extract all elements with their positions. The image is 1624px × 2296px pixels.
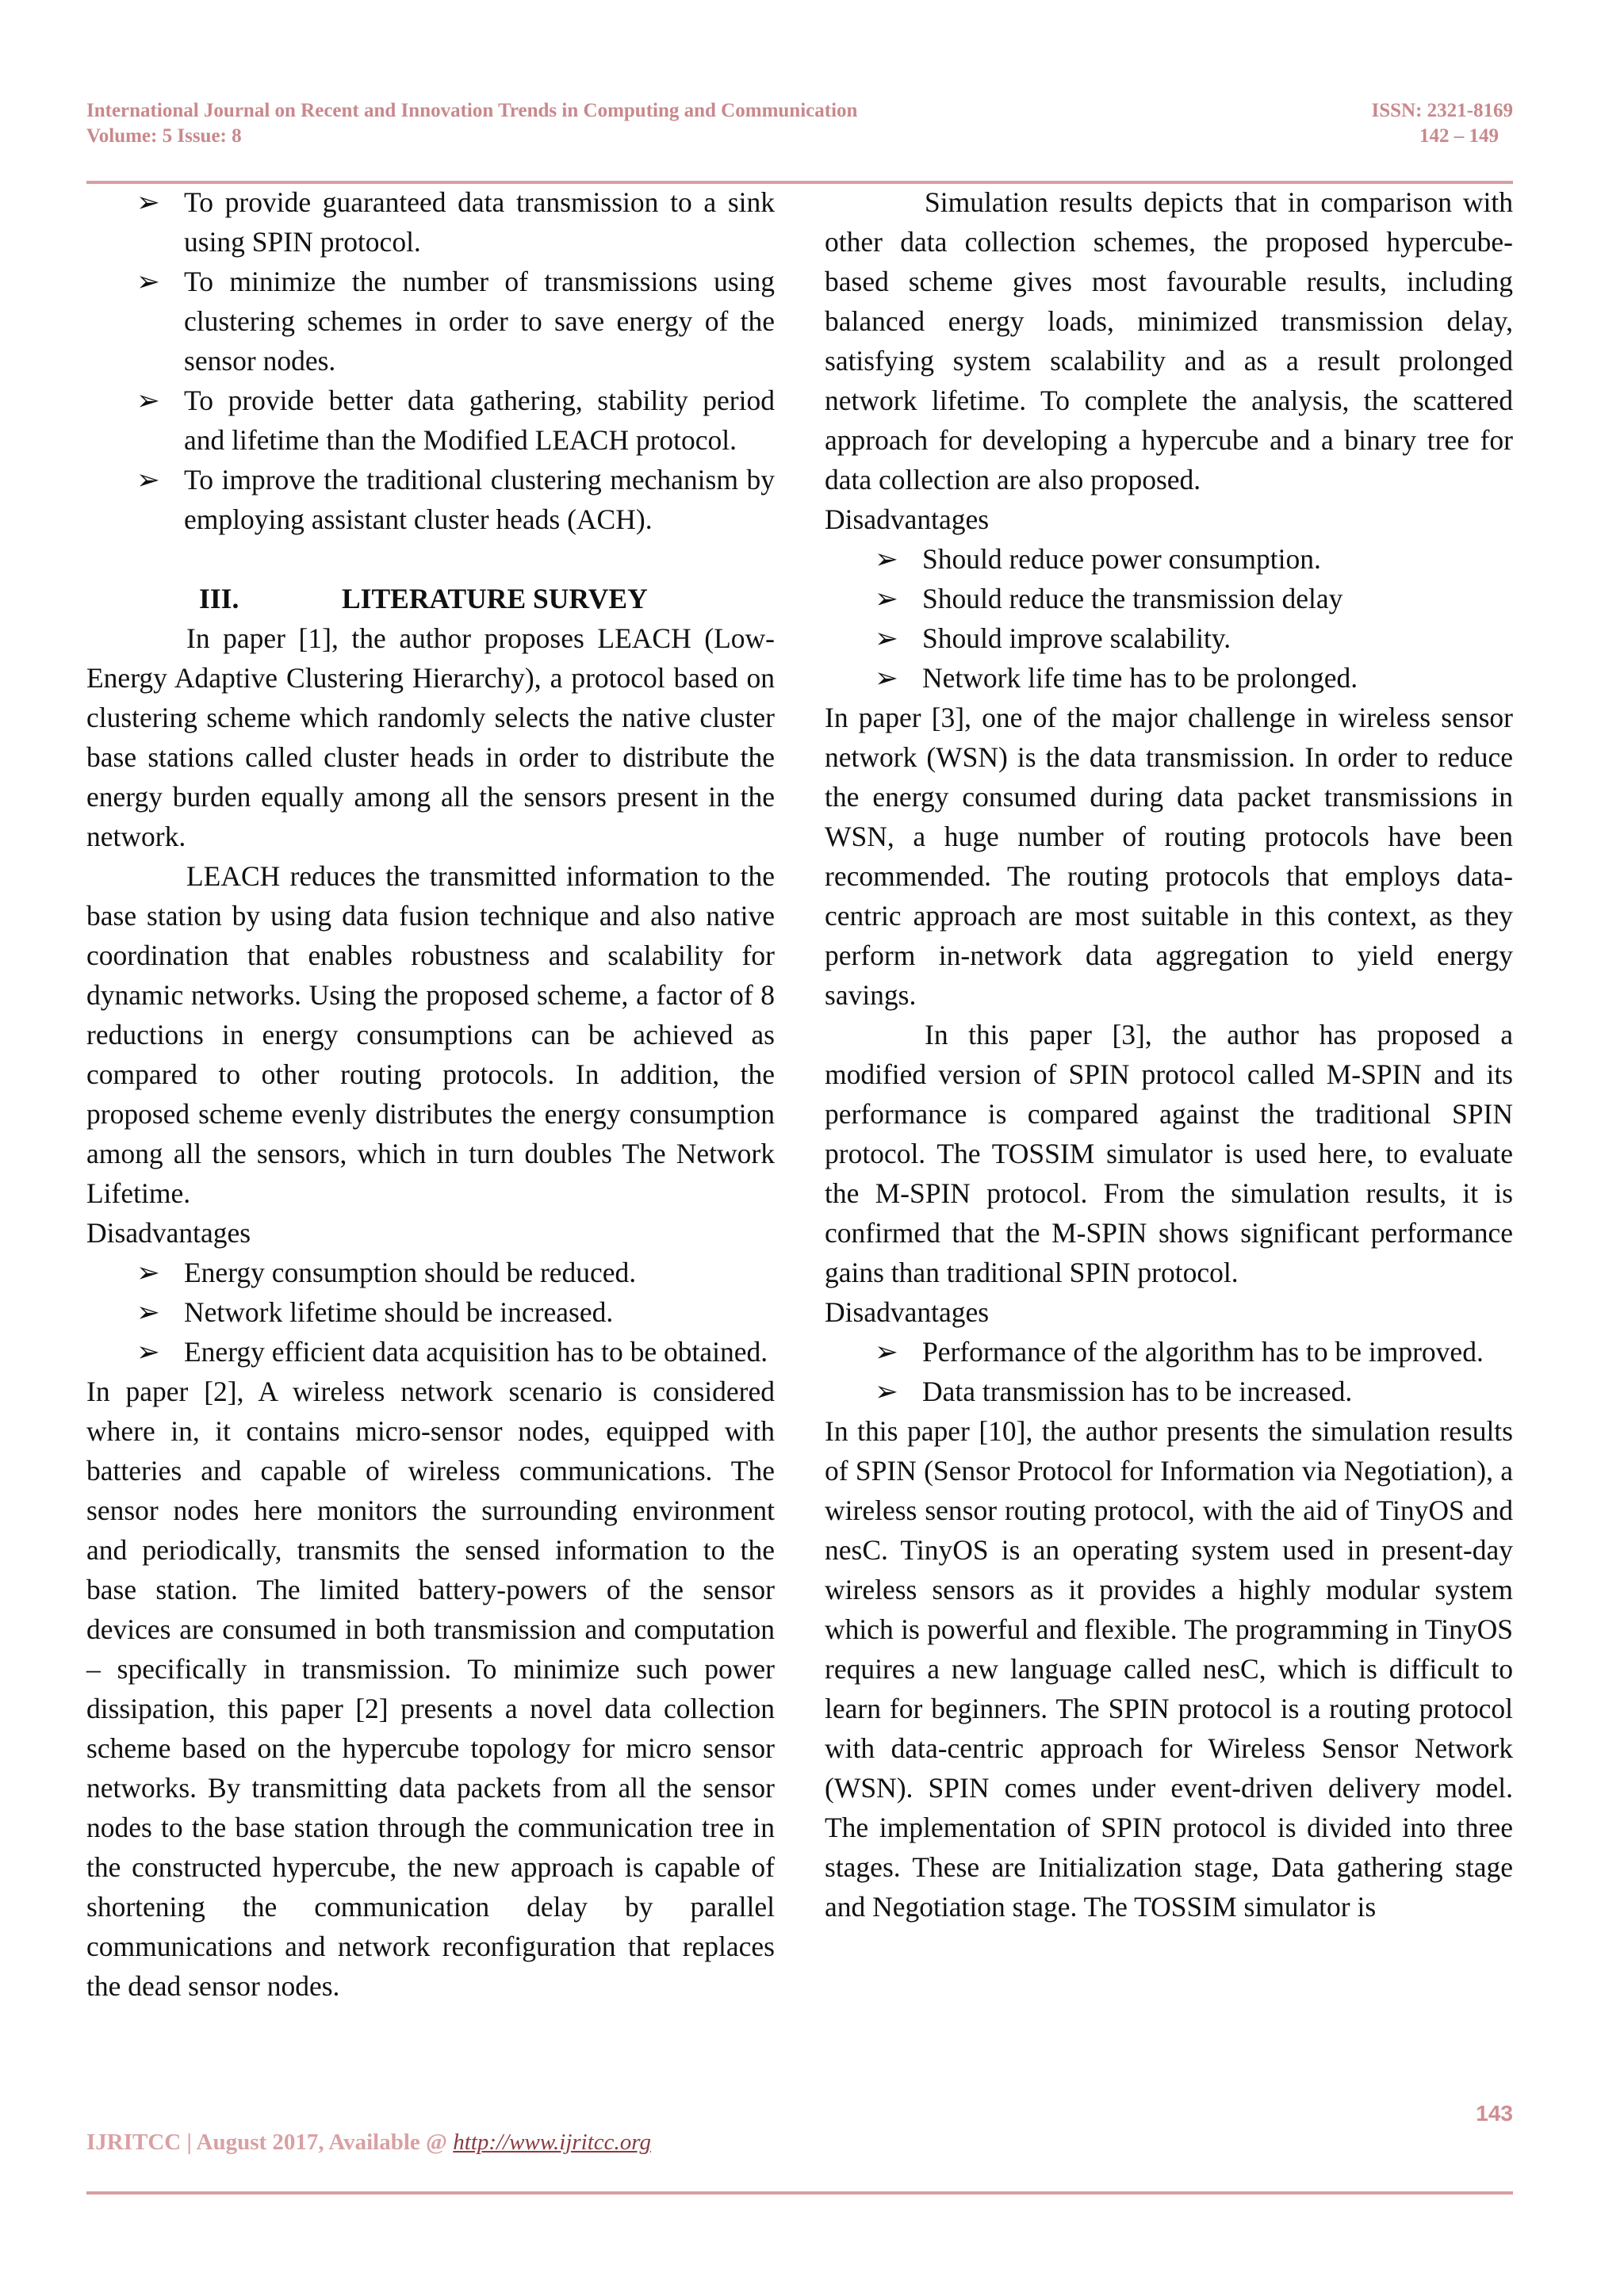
list-item: ➢ Network lifetime should be increased. [184,1292,775,1332]
arrow-bullet-icon: ➢ [875,1336,898,1368]
running-header-left [86,98,857,149]
page-range: 142 – 149 [1419,125,1499,147]
arrow-bullet-icon: ➢ [136,1257,160,1288]
list-item: ➢ Data transmission has to be increased. [922,1372,1513,1411]
disadvantages-label: Disadvantages [86,1217,251,1249]
list-item: ➢ Should improve scalability. [922,618,1513,658]
paragraph: LEACH reduces the transmitted information to the base station by using data fusion technique and also native coordination that enables robustness and scalability for dynamic networks. Using the proposed scheme, a factor of 8 reductions in energy consumptions can be achieved as compared to other routing protocols. In addition, the proposed scheme evenly distributes the energy consumption among all the sensors, which in turn doubles The Network Lifetime. [86,860,775,1209]
issn: ISSN: 2321-8169 [1371,100,1513,121]
right-column [825,182,1513,1927]
page-number: 143 [1476,2101,1513,2126]
list-item: ➢ To provide guaranteed data transmission to a sink using SPIN protocol. [184,182,775,262]
arrow-bullet-icon: ➢ [875,1376,898,1407]
list-item: ➢ Should reduce power consumption. [922,539,1513,579]
list-item: ➢ To improve the traditional clustering mechanism by employing assistant cluster heads (ACH). [184,460,775,539]
disadvantages-label: Disadvantages [825,503,990,535]
section-heading: III. LITERATURE SURVEY [199,583,648,614]
arrow-bullet-icon: ➢ [136,186,160,218]
footer-text: IJRITCC | August 2017, Available @ [86,2130,454,2155]
arrow-bullet-icon: ➢ [136,266,160,297]
arrow-bullet-icon: ➢ [136,1336,160,1368]
arrow-bullet-icon: ➢ [136,464,160,496]
arrow-bullet-icon: ➢ [136,1296,160,1328]
left-column [86,182,775,2006]
journal-title: International Journal on Recent and Innovation Trends in Computing and Communication [86,100,858,121]
disadvantages-label: Disadvantages [825,1296,990,1328]
footer-rule [86,2191,1513,2195]
disadvantages-list [825,1332,1513,1411]
objectives-list [86,182,775,539]
paragraph: Simulation results depicts that in comparison with other data collection schemes, the proposed hypercube-based scheme gives most favourable results, including balanced energy loads, minimized transmission delay, satisfying system scalability and as a result prolonged network lifetime. To complete the analysis, the scattered approach for developing a hypercube and a binary tree for data collection are also proposed. [825,186,1513,496]
journal-link[interactable]: http://www.ijritcc.org [453,2130,651,2155]
list-item: ➢ To minimize the number of transmissions using clustering schemes in order to save energy of the sensor nodes. [184,262,775,381]
arrow-bullet-icon: ➢ [875,583,898,614]
paragraph: In this paper [10], the author presents the simulation results of SPIN (Sensor Protocol for Information via Negotiation), a wireless sensor routing protocol, with the aid of TinyOS and nesC. TinyOS is an operating system used in present-day wireless sensors as it provides a highly modular system which is powerful and flexible. The programming in TinyOS requires a new language called nesC, which is difficult to learn for beginners. The SPIN protocol is a routing protocol with data-centric approach for Wireless Sensor Network (WSN). SPIN comes under event-driven delivery model. The implementation of SPIN protocol is divided into three stages. These are Initialization stage, Data gathering stage and Negotiation stage. The TOSSIM simulator is [825,1415,1513,1923]
disadvantages-list [825,539,1513,698]
footer [86,2130,651,2156]
paragraph: In paper [2], A wireless network scenario is considered where in, it contains micro-sensor nodes, equipped with batteries and capable of wireless communications. The sensor nodes here monitors the surrounding environment and periodically, transmits the sensed information to the base station. The limited battery-powers of the sensor devices are consumed in both transmission and computation – specifically in transmission. To minimize such power dissipation, this paper [2] presents a novel data collection scheme based on the hypercube topology for micro sensor networks. By transmitting data packets from all the sensor nodes to the base station through the communication tree in the constructed hypercube, the new approach is capable of shortening the communication delay by parallel communications and network reconfiguration that replaces the dead sensor nodes. [86,1376,775,2002]
list-item: ➢ Performance of the algorithm has to be improved. [922,1332,1513,1372]
list-item: ➢ Energy consumption should be reduced. [184,1253,775,1292]
list-item: ➢ Network life time has to be prolonged. [922,658,1513,698]
disadvantages-list [86,1253,775,1372]
list-item: ➢ To provide better data gathering, stability period and lifetime than the Modified LEACH protocol. [184,381,775,460]
list-item: ➢ Energy efficient data acquisition has to be obtained. [184,1332,775,1372]
list-item: ➢ Should reduce the transmission delay [922,579,1513,618]
arrow-bullet-icon: ➢ [875,622,898,654]
volume-issue: Volume: 5 Issue: 8 [86,125,242,147]
arrow-bullet-icon: ➢ [136,385,160,416]
running-header-right [1372,98,1514,149]
paragraph: In paper [3], one of the major challenge in wireless sensor network (WSN) is the data transmission. In order to reduce the energy consumed during data packet transmissions in WSN, a huge number of routing protocols have been recommended. The routing protocols that employs data-centric approach are most suitable in this context, as they perform in-network data aggregation to yield energy savings. [825,702,1513,1011]
arrow-bullet-icon: ➢ [875,543,898,575]
arrow-bullet-icon: ➢ [875,662,898,694]
paragraph: In paper [1], the author proposes LEACH (Low-Energy Adaptive Clustering Hierarchy), a protocol based on clustering scheme which randomly selects the native cluster base stations called cluster heads in order to distribute the energy burden equally among all the sensors present in the network. [86,622,775,852]
paragraph: In this paper [3], the author has proposed a modified version of SPIN protocol called M-SPIN and its performance is compared against the traditional SPIN protocol. The TOSSIM simulator is used here, to evaluate the M-SPIN protocol. From the simulation results, it is confirmed that the M-SPIN shows significant performance gains than traditional SPIN protocol. [825,1019,1513,1288]
